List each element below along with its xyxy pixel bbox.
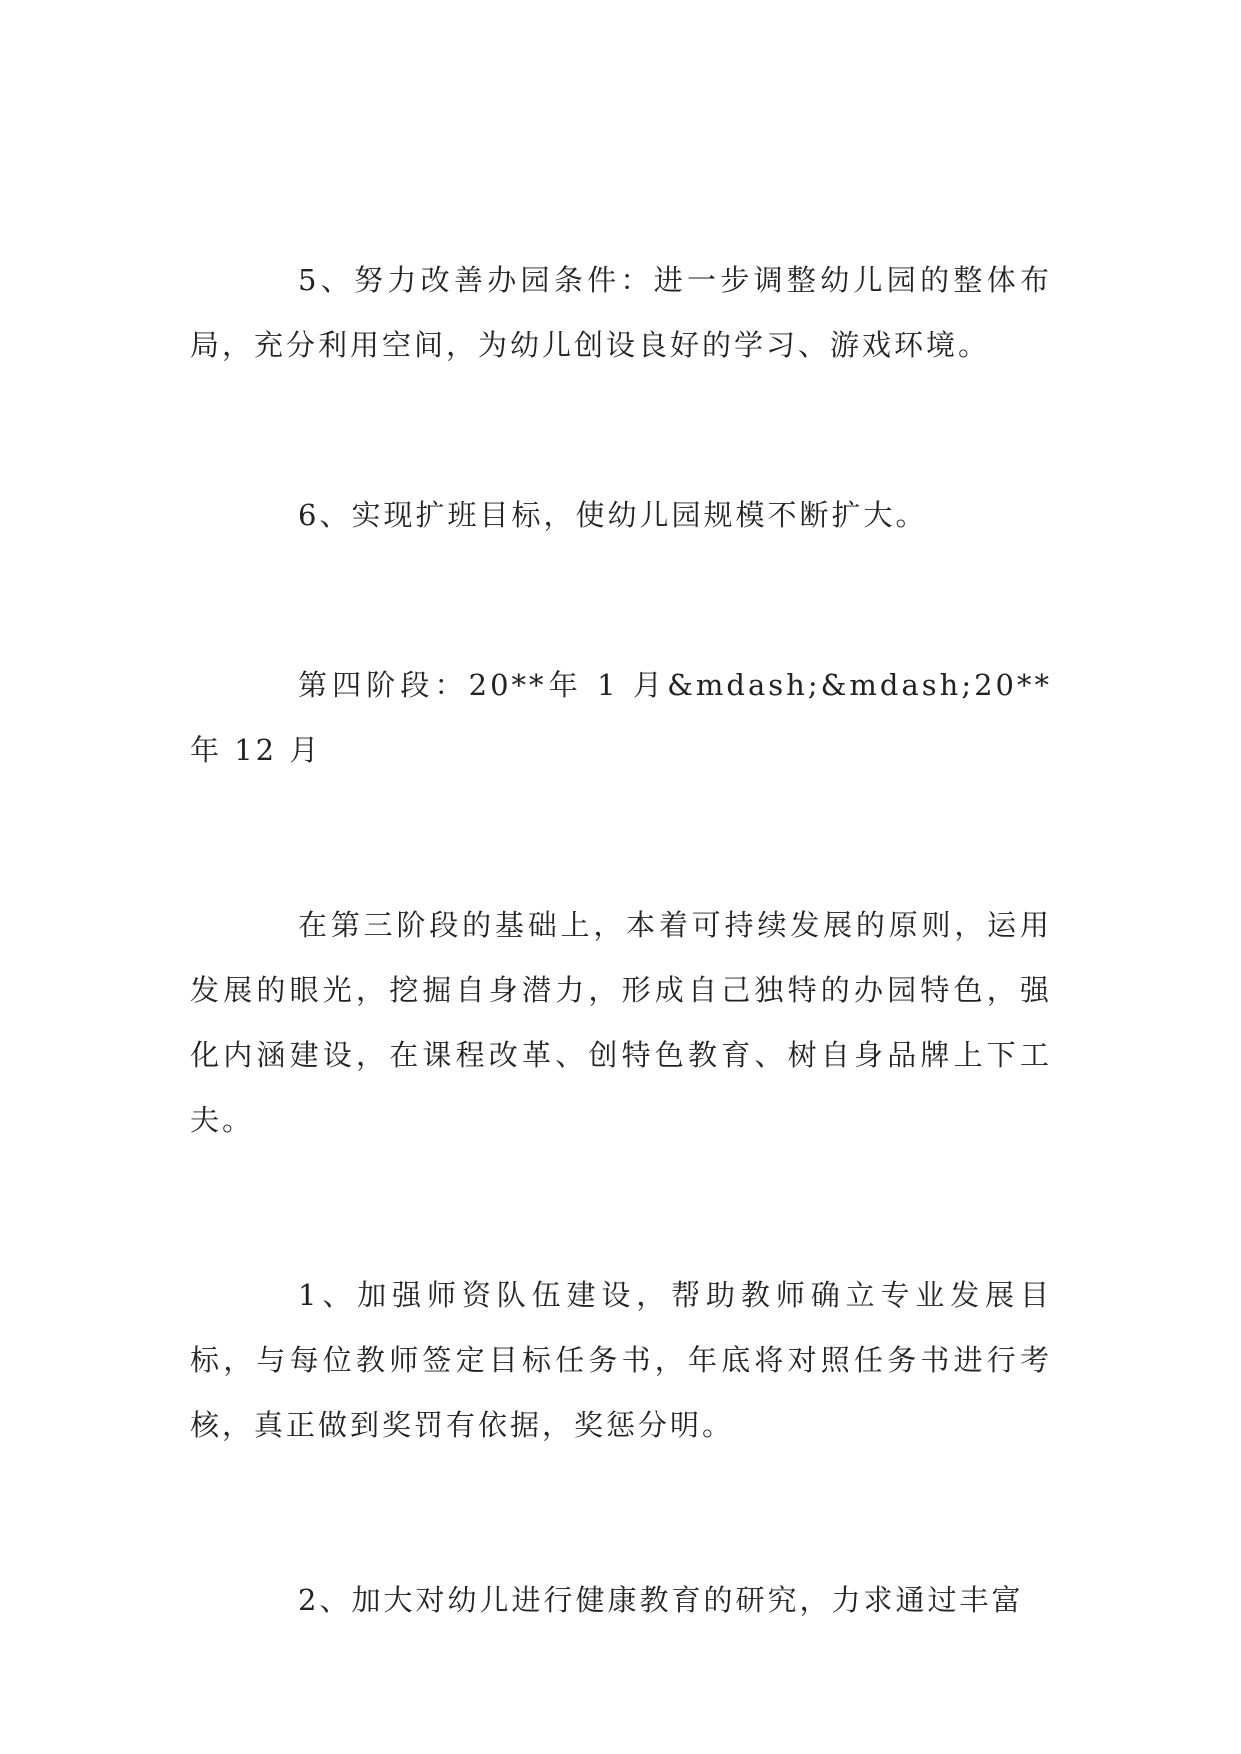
paragraph-spacer [190, 378, 1052, 483]
stage-four-heading: 第四阶段：20**年 1 月&mdash;&mdash;20**年 12 月 [190, 668, 1052, 767]
document-body [190, 248, 1052, 1633]
paragraph-item-6: 6、实现扩班目标，使幼儿园规模不断扩大。 [298, 498, 928, 532]
paragraph-item-5: 5、努力改善办园条件：进一步调整幼儿园的整体布局，充分利用空间，为幼儿创设良好的学习、游戏环境。 [190, 263, 1052, 362]
paragraph-spacer [190, 1153, 1052, 1263]
paragraph-spacer [190, 1458, 1052, 1568]
paragraph-item-1: 1、加强师资队伍建设，帮助教师确立专业发展目标，与每位教师签定目标任务书，年底将对照任务书进行考核，真正做到奖罚有依据，奖惩分明。 [190, 1278, 1052, 1442]
paragraph-spacer [190, 548, 1052, 653]
stage-four-summary: 在第三阶段的基础上，本着可持续发展的原则，运用发展的眼光，挖掘自身潜力，形成自己独特的办园特色，强化内涵建设，在课程改革、创特色教育、树自身品牌上下工夫。 [190, 908, 1052, 1137]
paragraph-spacer [190, 783, 1052, 893]
paragraph-item-2: 2、加大对幼儿进行健康教育的研究，力求通过丰富 [298, 1583, 1024, 1617]
